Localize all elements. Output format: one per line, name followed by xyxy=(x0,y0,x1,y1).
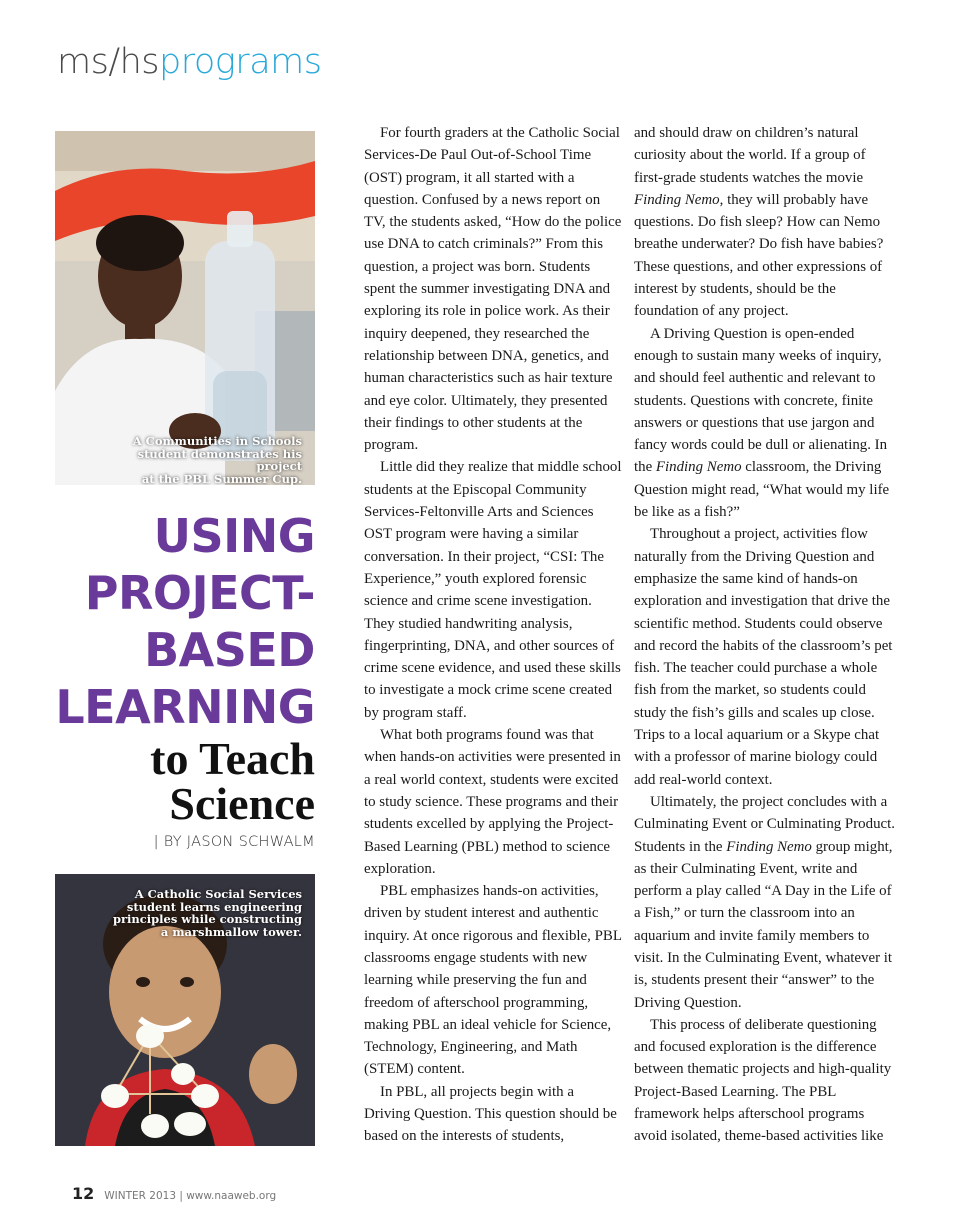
article-italic: Finding Nemo xyxy=(726,838,812,855)
photo-student-bottle xyxy=(55,131,315,485)
article-paragraph xyxy=(634,791,896,1014)
article-text: Ultimately, the project concludes with a Culminating Event or Culminating Product. Students in the xyxy=(634,793,895,855)
headline-line2: PROJECT- xyxy=(84,566,315,620)
article-paragraph xyxy=(634,122,896,323)
article-text: , they will probably have questions. Do fish sleep? How can Nemo breathe underwater? Do fish have babies? These questions, and other expressions of interest by students, should be the foundation of any project. xyxy=(634,191,884,320)
headline-line6: Science xyxy=(169,778,315,829)
headline-line4: LEARNING xyxy=(55,680,315,734)
article-paragraph: Throughout a project, activities flow naturally from the Driving Question and emphasize the same kind of hands-on exploration and investigation that drive the scientific method. Students could observe and record the habits of the classroom’s pet fish. The teacher could purchase a whole fish from the market, so students could study the fish’s gills and scales up close. Trips to a local aquarium or a Skype chat with a professor of marine biology could add real-world context. xyxy=(634,526,893,788)
article-italic: Finding Nemo xyxy=(634,191,720,208)
page-number: 12 xyxy=(72,1184,95,1203)
article-text: A Driving Question is open-ended enough to sustain many weeks of inquiry, and should feel authentic and relevant to students. Questions with concrete, finite answers or questions that use jargon and fancy words could be dull or alienating. In the xyxy=(634,325,888,476)
headline-line1: USING xyxy=(153,509,315,563)
section-header xyxy=(57,40,321,84)
article-paragraph: In PBL, all projects begin with a Driving Question. This question should be based on the interests of students, xyxy=(364,1083,617,1145)
headline xyxy=(55,508,315,829)
article-italic: Finding Nemo xyxy=(655,459,742,476)
article-text: classroom, the Driving Question might read, “What would my life be like as a fish?” xyxy=(634,459,890,521)
byline: | BY JASON SCHWALM xyxy=(153,834,315,850)
photo-bottom-caption: A Catholic Social Services student learns engineering principles while constructing a marshmallow tower. xyxy=(112,887,302,939)
section-header-prefix: ms/hs xyxy=(57,42,160,82)
footer-text: WINTER 2013 | www.naaweb.org xyxy=(104,1190,277,1202)
article-paragraph: Little did they realize that middle school students at the Episcopal Community Services-Feltonville Arts and Sciences OST program were having a similar conversation. In their project, “CSI: The Experience,” youth explored forensic science and crime scene investigation. They studied handwriting analysis, fingerprinting, DNA, and other sources of crime scene evidence, and used these skills to investigate a mock crime scene created by program staff. xyxy=(364,459,622,721)
article-paragraph: What both programs found was that when hands-on activities were presented in a real world context, students were excited to study science. These programs and their students excelled by applying the Project-Based Learning (PBL) method to science exploration. xyxy=(364,727,621,877)
headline-line5: to Teach xyxy=(150,733,315,784)
article-paragraph xyxy=(634,323,896,524)
headline-line3: BASED xyxy=(144,623,315,677)
photo-student-bottle-image xyxy=(55,131,315,485)
section-header-suffix: programs xyxy=(159,42,322,82)
photo-marshmallow-tower xyxy=(55,874,315,1146)
article-paragraph: This process of deliberate questioning and focused exploration is the difference between thematic projects and high-quality Project-Based Learning. The PBL framework helps afterschool programs avoid isolated, theme-based activities like xyxy=(634,1016,892,1145)
photo-top-caption: A Communities in Schools student demonstrates his project at the PBL Summer Cup. xyxy=(132,434,302,485)
article-column-left xyxy=(364,122,622,1148)
article-paragraph: For fourth graders at the Catholic Social Services-De Paul Out-of-School Time (OST) program, it all started with a question. Confused by a news report on TV, the students asked, “How do the police use DNA to catch criminals?” From this question, a project was born. Students spent the summer investigating DNA and exploring its role in police work. As their inquiry deepened, they researched the relationship between DNA, genetics, and human characteristics such as hair texture and eye color. Ultimately, they presented their findings to other students at the program. xyxy=(364,125,622,454)
page-footer xyxy=(72,1184,276,1203)
article-paragraph: PBL emphasizes hands-on activities, driven by student interest and authentic inquiry. At once rigorous and flexible, PBL classrooms engage students with new learning while preserving the fun and freedom of afterschool programming, making PBL an ideal vehicle for Science, Technology, Engineering, and Math (STEM) content. xyxy=(364,883,622,1078)
article-text: and should draw on children’s natural curiosity about the world. If a group of first-grade students watches the movie xyxy=(634,125,866,186)
article-text: group might, as their Culminating Event, write and perform a play called “A Day in the Life of a Fish,” or turn the classroom into an aquarium and invite family members to visit. In the Culminating Event, whatever it is, students present their “answer” to the Driving Question. xyxy=(634,838,893,1011)
article-column-right xyxy=(634,122,896,1148)
